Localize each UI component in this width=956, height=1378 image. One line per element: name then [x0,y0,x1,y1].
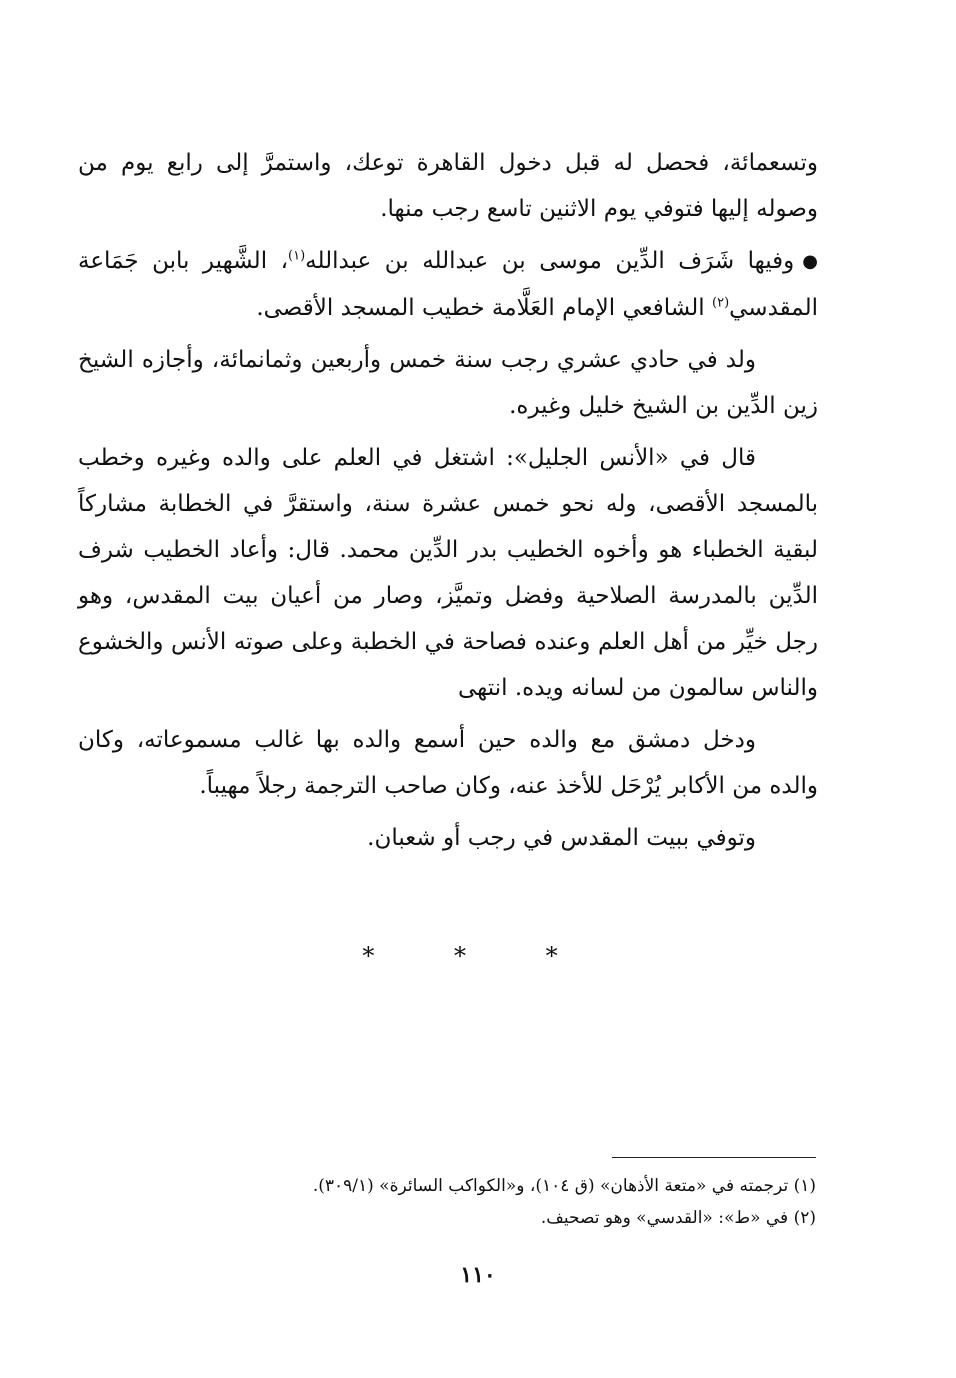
footnote-ref-1[interactable]: (١) [288,248,306,264]
paragraph-3: قال في «الأنس الجليل»: اشتغل في العلم على والده وغيره وخطب بالمسجد الأقصى، وله نحو خمس عشرة سنة، واستقرَّ في الخطابة مشاركاً لبقية الخطباء هو وأخوه الخطيب بدر الدِّين محمد. قال: وأعاد الخطيب شرف الدِّين بالمدرسة الصلاحية وفضل وتميَّز، وصار من أعيان بيت المقدس، وهو رجل خيِّر من أهل العلم وعنده فصاحة في الخطبة وعلى صوته الأنس والخشوع والناس سالمون من لسانه ويده. انتهى [78,445,818,701]
paragraph-5: وتوفي ببيت المقدس في رجب أو شعبان. [367,825,756,851]
footnote-divider [612,1157,816,1158]
bullet-icon: ● [802,251,818,272]
biography-entry [78,238,818,331]
paragraph-2: ولد في حادي عشري رجب سنة خمس وأربعين وثمانمائة، وأجازه الشيخ زين الدِّين بن الشيخ خليل وغيره. [78,347,818,419]
footnote-2: (٢) في «ط»: «القدسي» وهو تصحيف. [540,1208,816,1228]
entry-text-part3: الشافعي الإمام العَلَّامة خطيب المسجد الأقصى. [256,295,712,321]
footnotes [120,1170,816,1234]
paragraph-1: وتسعمائة، فحصل له قبل دخول القاهرة توعك، واستمرَّ إلى رابع يوم من وصوله إليها فتوفي يوم الاثنين تاسع رجب منها. [78,150,818,222]
main-text [78,140,818,867]
section-separator: * * * [362,942,594,970]
paragraph-4: ودخل دمشق مع والده حين أسمع والده بها غالب مسموعاته، وكان والده من الأكابر يُرْحَل للأخذ عنه، وكان صاحب الترجمة رجلاً مهيباً. [78,727,818,799]
footnote-ref-2[interactable]: (٢) [712,295,730,311]
entry-text-part2: ، الشَّهير بابن جَمَاعة المقدسي [78,248,818,321]
entry-text-part1: وفيها شَرَف الدِّين موسى بن عبدالله بن عبدالله [305,248,795,274]
footnote-1: (١) ترجمته في «متعة الأذهان» (ق ١٠٤)، و«الكواكب السائرة» (٣٠٩/١). [312,1176,816,1196]
page-number: ١١٠ [460,1262,496,1288]
